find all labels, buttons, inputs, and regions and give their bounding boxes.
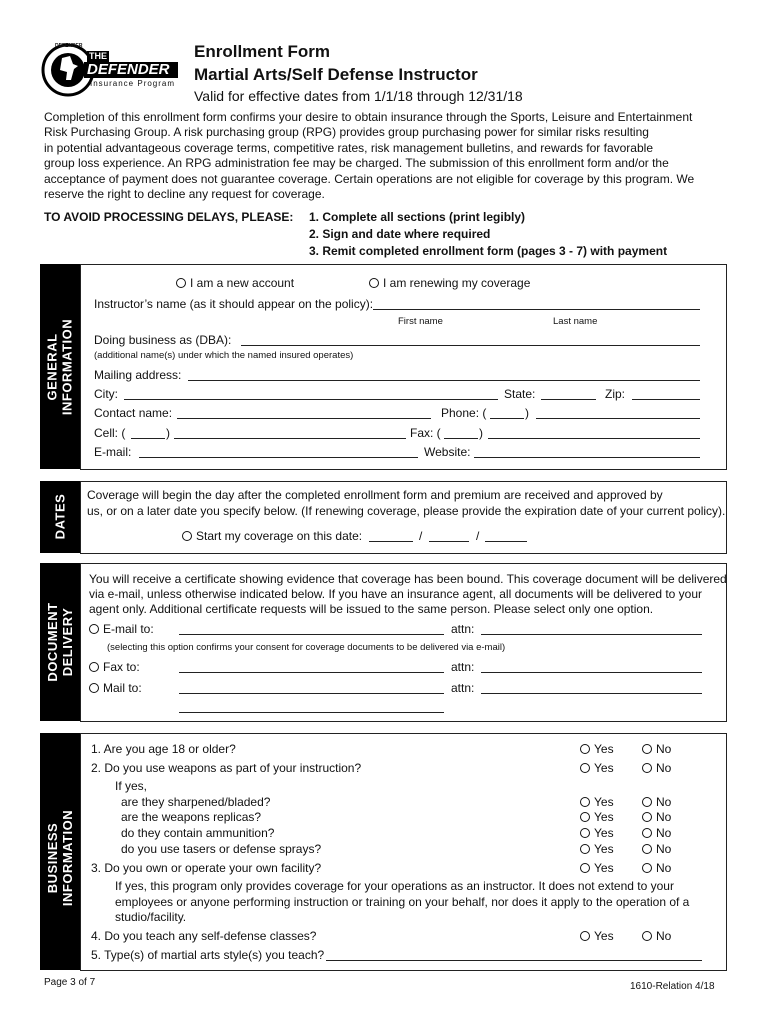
q2d-no-option[interactable] (642, 842, 671, 856)
option-label: Yes (594, 761, 614, 775)
intro-line: in potential advantageous coverage terms, competitive rates, risk management bulletins, and rewards for favorable (44, 141, 653, 155)
fax-delivery-field[interactable] (179, 672, 444, 673)
option-label: Yes (594, 742, 614, 756)
phone-area-code-field[interactable] (490, 418, 524, 419)
q4-no-option[interactable] (642, 929, 671, 943)
new-account-option[interactable] (176, 276, 294, 290)
logo-the: THE (89, 51, 107, 61)
martial-arts-styles-field[interactable] (326, 960, 702, 961)
instructor-name-field[interactable] (373, 309, 700, 310)
radio-icon[interactable] (642, 812, 652, 822)
radio-icon[interactable] (580, 828, 590, 838)
radio-icon[interactable] (369, 278, 379, 288)
question-2c: do they contain ammunition? (121, 826, 275, 840)
attn-label: attn: (451, 622, 475, 636)
website-label: Website: (424, 445, 471, 459)
instructor-name-label: Instructor’s name (as it should appear on the policy): (94, 297, 374, 311)
radio-icon[interactable] (642, 828, 652, 838)
q3-yes-option[interactable] (580, 861, 614, 875)
option-label: No (656, 861, 672, 875)
q2a-no-option[interactable] (642, 795, 671, 809)
fax-attn-field[interactable] (481, 672, 702, 673)
delivery-label (45, 562, 75, 722)
intro-line: Completion of this enrollment form confirms your desire to obtain insurance through the Sports, Leisure and Entertainment (44, 110, 693, 124)
q2b-no-option[interactable] (642, 810, 671, 824)
cell-paren: ) (166, 426, 170, 440)
radio-icon[interactable] (642, 863, 652, 873)
fax-area-code-field[interactable] (444, 438, 478, 439)
email-delivery-field[interactable] (179, 634, 444, 635)
radio-icon[interactable] (642, 844, 652, 854)
dba-field[interactable] (241, 345, 700, 346)
option-label: Mail to: (103, 681, 142, 695)
fax-number-field[interactable] (488, 438, 700, 439)
question-2d: do you use tasers or defense sprays? (121, 842, 322, 856)
question-3: 3. Do you own or operate your own facility? (91, 861, 322, 875)
city-field[interactable] (124, 399, 498, 400)
contact-name-field[interactable] (177, 418, 431, 419)
option-label: No (656, 842, 672, 856)
radio-icon[interactable] (642, 797, 652, 807)
last-name-caption: Last name (553, 316, 598, 327)
radio-icon[interactable] (580, 797, 590, 807)
radio-icon[interactable] (642, 931, 652, 941)
option-label: Yes (594, 842, 614, 856)
website-field[interactable] (474, 457, 700, 458)
side-label-line: BUSINESS (45, 822, 60, 894)
mail-address-line-2-field[interactable] (179, 712, 444, 713)
intro-line: group loss experience. An RPG administration fee may be charged. The submission of this enrollment form and/or the (44, 156, 669, 170)
dates-label: DATES (52, 493, 68, 540)
side-label-line: DOCUMENT (45, 602, 60, 682)
question-5: 5. Type(s) of martial arts style(s) you teach? (91, 948, 325, 962)
q2-yes-option[interactable] (580, 761, 614, 775)
radio-icon[interactable] (642, 763, 652, 773)
page-number: Page 3 of 7 (44, 977, 96, 988)
side-label-line: GENERAL (44, 333, 60, 401)
start-year-field[interactable] (485, 541, 527, 542)
side-label-line: INFORMATION (60, 809, 75, 907)
mail-attn-field[interactable] (481, 693, 702, 694)
cell-label: Cell: ( (94, 426, 126, 440)
phone-paren: ) (525, 406, 529, 420)
radio-icon[interactable] (89, 683, 99, 693)
cell-area-code-field[interactable] (131, 438, 165, 439)
intro-line: Risk Purchasing Group. A risk purchasing group (RPG) provides group purchasing power for similar risks resulting (44, 125, 649, 139)
intro-line: reserve the right to decline any request for coverage. (44, 187, 325, 201)
form-id: 1610-Relation 4/18 (630, 981, 715, 992)
radio-icon[interactable] (580, 763, 590, 773)
option-label: No (656, 795, 672, 809)
q2c-no-option[interactable] (642, 826, 671, 840)
option-label: Yes (594, 826, 614, 840)
side-label-line: DELIVERY (60, 607, 75, 677)
q2d-yes-option[interactable] (580, 842, 614, 856)
state-label: State: (504, 387, 536, 401)
general-info-section (80, 264, 727, 470)
instruction-step: 3. Remit completed enrollment form (pages 3 - 7) with payment (309, 244, 668, 258)
attn-label: attn: (451, 660, 475, 674)
option-label: No (656, 929, 672, 943)
option-label: No (656, 826, 672, 840)
dba-label: Doing business as (DBA): (94, 333, 232, 347)
radio-icon[interactable] (580, 812, 590, 822)
logo-subtitle: Insurance Program (90, 79, 176, 88)
instruction-step: 1. Complete all sections (print legibly) (309, 210, 526, 224)
option-label: Yes (594, 795, 614, 809)
email-field[interactable] (139, 457, 418, 458)
question-2: 2. Do you use weapons as part of your instruction? (91, 761, 362, 775)
dates-text-line: Coverage will begin the day after the completed enrollment form and premium are received and approved by (87, 488, 663, 502)
radio-icon[interactable] (580, 931, 590, 941)
q2c-yes-option[interactable] (580, 826, 614, 840)
zip-label: Zip: (605, 387, 626, 401)
question-1: 1. Are you age 18 or older? (91, 742, 236, 756)
q4-yes-option[interactable] (580, 929, 614, 943)
mailing-address-field[interactable] (188, 380, 700, 381)
valid-dates: Valid for effective dates from 1/1/18 through 12/31/18 (194, 88, 523, 104)
delivery-text-line: agent only. Additional certificate requests will be issued to the same person. Please select only one option. (89, 602, 654, 616)
logo-name: DEFENDER (87, 61, 170, 78)
business-label (45, 778, 75, 938)
intro-line: acceptance of payment does not guarantee coverage. Certain operations are not eligible for coverage by this program. We (44, 172, 695, 186)
fax-paren: ) (479, 426, 483, 440)
city-label: City: (94, 387, 118, 401)
question-4: 4. Do you teach any self-defense classes? (91, 929, 317, 943)
email-delivery-option[interactable] (89, 622, 154, 636)
fax-delivery-option[interactable] (89, 660, 140, 674)
option-label: Yes (594, 861, 614, 875)
radio-icon[interactable] (182, 531, 192, 541)
q3-no-option[interactable] (642, 861, 671, 875)
radio-icon[interactable] (580, 844, 590, 854)
start-day-field[interactable] (429, 541, 469, 542)
radio-icon[interactable] (580, 744, 590, 754)
q1-no-option[interactable] (642, 742, 671, 756)
start-month-field[interactable] (369, 541, 413, 542)
option-label: Start my coverage on this date: (196, 529, 363, 543)
q2b-yes-option[interactable] (580, 810, 614, 824)
attn-label: attn: (451, 681, 475, 695)
radio-icon[interactable] (89, 662, 99, 672)
state-field[interactable] (541, 399, 596, 400)
radio-icon[interactable] (642, 744, 652, 754)
instructions-lead: TO AVOID PROCESSING DELAYS, PLEASE: (44, 210, 294, 224)
q1-yes-option[interactable] (580, 742, 614, 756)
mailing-address-label: Mailing address: (94, 368, 182, 382)
start-date-option[interactable] (182, 529, 362, 543)
mail-delivery-field[interactable] (179, 693, 444, 694)
contact-name-label: Contact name: (94, 406, 173, 420)
delivery-text-line: You will receive a certificate showing evidence that coverage has been bound. This coverage document will be delivered (89, 572, 727, 586)
renewing-option[interactable] (369, 276, 530, 290)
q3-note-line: studio/facility. (115, 910, 187, 924)
option-label: I am renewing my coverage (383, 276, 531, 290)
q2-no-option[interactable] (642, 761, 671, 775)
option-label: E-mail to: (103, 622, 154, 636)
first-name-caption: First name (398, 316, 443, 327)
radio-icon[interactable] (176, 278, 186, 288)
side-label-line: INFORMATION (59, 318, 75, 416)
email-attn-field[interactable] (481, 634, 702, 635)
program-logo (40, 42, 180, 98)
option-label: Yes (594, 810, 614, 824)
dates-text-line: us, or on a later date you specify below. (If renewing coverage, please provide the expiration date of your current policy). (87, 504, 726, 518)
radio-icon[interactable] (89, 624, 99, 634)
fax-label: Fax: ( (410, 426, 441, 440)
option-label: No (656, 761, 672, 775)
option-label: Yes (594, 929, 614, 943)
delivery-text-line: via e-mail, unless otherwise indicated below. If you have an insurance agent, all documents will be delivered to your (89, 587, 703, 601)
question-2b: are the weapons replicas? (121, 810, 262, 824)
phone-number-field[interactable] (536, 418, 700, 419)
option-label: No (656, 742, 672, 756)
if-yes-label: If yes, (115, 779, 148, 793)
q3-note-line: employees or anyone performing instruction or training on your behalf, nor does it apply to the operation of a (115, 895, 690, 909)
radio-icon[interactable] (580, 863, 590, 873)
q3-note-line: If yes, this program only provides coverage for your operations as an instructor. It does not extend to your (115, 879, 674, 893)
mail-delivery-option[interactable] (89, 681, 142, 695)
date-slash: / (419, 529, 423, 543)
option-label: I am a new account (190, 276, 295, 290)
question-2a: are they sharpened/bladed? (121, 795, 271, 809)
instruction-step: 2. Sign and date where required (309, 227, 491, 241)
cell-number-field[interactable] (174, 438, 406, 439)
logo-ring-text: DEFENDER (55, 43, 83, 49)
form-title: Enrollment Form (194, 42, 331, 61)
option-label: Fax to: (103, 660, 140, 674)
q2a-yes-option[interactable] (580, 795, 614, 809)
zip-field[interactable] (632, 399, 700, 400)
option-label: No (656, 810, 672, 824)
email-consent-note: (selecting this option confirms your consent for coverage documents to be delivered via e-mail) (107, 642, 506, 653)
form-subtitle: Martial Arts/Self Defense Instructor (194, 65, 478, 84)
phone-label: Phone: ( (441, 406, 487, 420)
date-slash: / (476, 529, 480, 543)
dba-note: (additional name(s) under which the named insured operates) (94, 350, 354, 361)
email-label: E-mail: (94, 445, 132, 459)
